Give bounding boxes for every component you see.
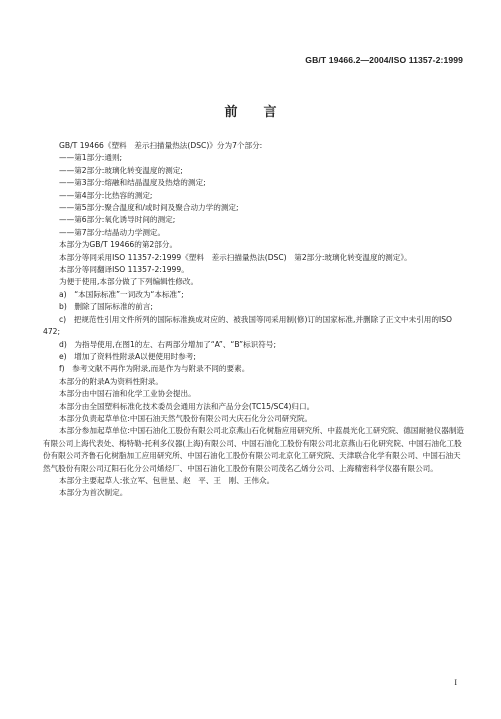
- list-item: ——第1部分:通则;: [59, 153, 123, 163]
- list-item: ——第5部分:聚合温度和/或时间及聚合动力学的测定;: [59, 203, 239, 213]
- paragraph: GB/T 19466《塑料 差示扫描量热法(DSC)》分为7个部分:: [59, 141, 263, 150]
- list-item: a) “本国际标准”一词改为“本标准”;: [59, 289, 184, 299]
- list-item: f) 参考文献不再作为附录,而是作为与附录不同的要素。: [59, 364, 250, 374]
- list-item: b) 删除了国际标准的前言;: [59, 302, 153, 312]
- paragraph: 本部分为GB/T 19466的第2部分。: [59, 240, 178, 250]
- paragraph: 本部分参加起草单位:中国石油化工股份有限公司北京燕山石化树脂应用研究所、中蓝晨光化工研究院、德国耐驰仪器制造有限公司上海代表处、梅特勒-托利多仪器(上海)有限公司、中国石油化工股份有限公司北京燕山石化研究院、中国石油化工股份有限公司齐鲁石化树脂加工应用研究所、中国石油化工股份有限公司北京化工研究院、天津联合化学有限公司、中国石油天然气股份有限公司辽阳石化分公司烯烃厂、中国石油化工股份有限公司茂名乙烯分公司、上海精密科学仪器有限公司。: [43, 426, 465, 473]
- paragraph: 本部分等同采用ISO 11357-2:1999《塑料 差示扫描量热法(DSC) 第2部分:玻璃化转变温度的测定》。: [59, 252, 412, 262]
- page-title: 前言: [224, 105, 303, 120]
- list-item: ——第4部分:比热容的测定;: [59, 190, 153, 200]
- list-item: d) 为指导使用,在图1的左、右两部分增加了“A”、“B”标识符号;: [59, 339, 277, 349]
- page-number: I: [454, 678, 457, 687]
- standard-number: GB/T 19466.2—2004/ISO 11357-2:1999: [305, 55, 463, 65]
- paragraph: 本部分负责起草单位:中国石油天然气股份有限公司大庆石化分公司研究院。: [59, 413, 313, 423]
- foreword-body: [43, 140, 467, 500]
- list-item: ——第2部分:玻璃化转变温度的测定;: [59, 165, 183, 175]
- list-item: c) 把规范性引用文件所列的国际标准换成对应的、被我国等同采用制(修)订的国家标准,并删除了正文中未引用的ISO 472;: [43, 314, 453, 337]
- paragraph: 本部分为首次制定。: [59, 488, 128, 498]
- list-item: ——第6部分:氧化诱导时间的测定;: [59, 215, 176, 225]
- paragraph: 本部分的附录A为资料性附录。: [59, 376, 163, 386]
- paragraph: 为便于使用,本部分做了下列编辑性修改。: [59, 277, 199, 287]
- list-item: ——第7部分:结晶动力学测定。: [59, 227, 166, 237]
- paragraph: 本部分由全国塑料标准化技术委员会通用方法和产品分会(TC15/SC4)归口。: [59, 401, 315, 411]
- list-item: ——第3部分:熔融和结晶温度及热焓的测定;: [59, 178, 206, 188]
- list-item: e) 增加了资料性附录A以便使用时参考;: [59, 351, 196, 361]
- paragraph: 本部分等同翻译ISO 11357-2:1999。: [59, 265, 189, 275]
- paragraph: 本部分主要起草人:张立军、包世星、赵 平、王 刚、王伟众。: [59, 475, 275, 485]
- paragraph: 本部分由中国石油和化学工业协会提出。: [59, 389, 196, 399]
